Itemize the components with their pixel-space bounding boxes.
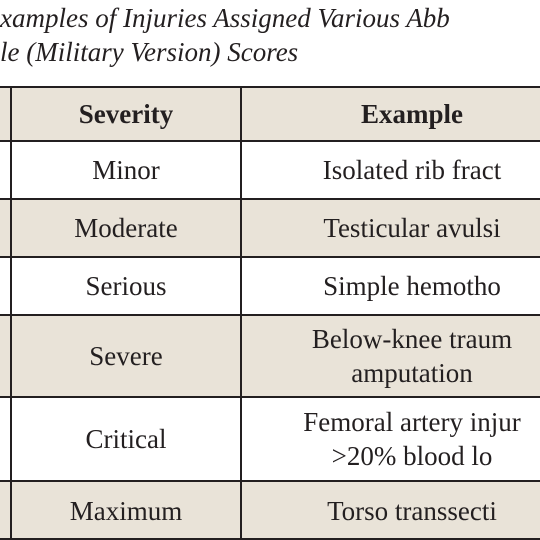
severity-cell: Moderate (74, 213, 178, 243)
example-cell (242, 316, 540, 396)
example-text: Torso transsecti (327, 496, 497, 526)
example-cell (242, 398, 540, 480)
table-row (0, 316, 540, 396)
header-severity: Severity (78, 99, 174, 129)
table-rule (0, 256, 540, 258)
example-cell (242, 482, 540, 540)
header-example (242, 88, 540, 140)
header-example-label: Example (360, 99, 463, 129)
example-text: Simple hemotho (323, 271, 501, 301)
table-row (0, 258, 540, 314)
example-text: Isolated rib fract (322, 155, 502, 185)
example-text-block (242, 405, 540, 473)
table-column-rule (10, 86, 12, 540)
table-row (0, 482, 540, 540)
table-header-row (0, 88, 540, 140)
table-row (0, 142, 540, 198)
table-row (0, 398, 540, 480)
ais-table (0, 88, 540, 540)
table-rule (0, 198, 540, 200)
severity-cell: Severe (89, 341, 163, 371)
example-text: Testicular avulsi (323, 213, 501, 243)
severity-cell: Serious (85, 271, 167, 301)
caption-line-2: le (Military Version) Scores (0, 37, 299, 67)
example-text-line: Below-knee traum (311, 324, 513, 354)
table-rule (0, 396, 540, 398)
table-rule (0, 480, 540, 482)
example-text-line: Femoral artery injur (303, 407, 521, 437)
example-text-line: amputation (351, 358, 473, 388)
severity-cell: Critical (85, 424, 167, 454)
example-text-block (242, 322, 540, 390)
example-cell (242, 258, 540, 314)
example-cell (242, 200, 540, 256)
caption-line-1: xamples of Injuries Assigned Various Abb (0, 3, 450, 33)
table-column-rule (240, 86, 242, 540)
table-rule-top (0, 86, 540, 88)
table-row (0, 200, 540, 256)
severity-cell: Minor (92, 155, 160, 185)
severity-cell: Maximum (69, 496, 183, 526)
table-rule (0, 314, 540, 316)
example-cell (242, 142, 540, 198)
table-rule (0, 140, 540, 142)
example-text-line: >20% blood lo (331, 441, 493, 471)
